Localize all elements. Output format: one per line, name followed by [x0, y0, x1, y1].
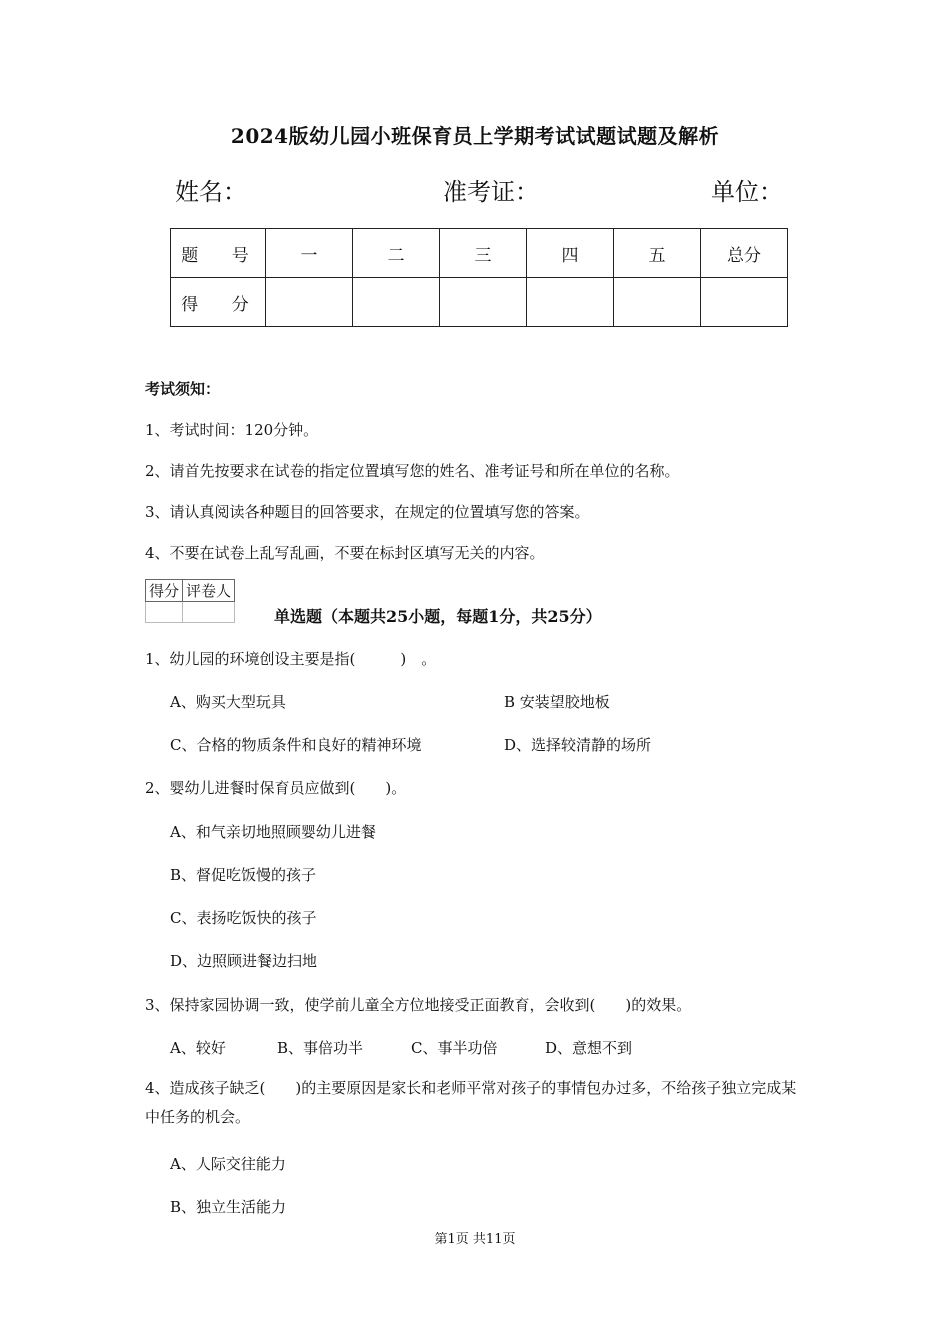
question-number-label: 题 号 — [171, 229, 266, 278]
notice-item: 3、请认真阅读各种题目的回答要求，在规定的位置填写您的答案。 — [145, 503, 590, 521]
option-b: B、事倍功半 — [277, 1039, 364, 1057]
score-table-score-row — [171, 278, 788, 327]
option-d: D、边照顾进餐边扫地 — [170, 952, 318, 970]
option-d: D、选择较清静的场所 — [504, 736, 652, 754]
question-stem: 2、婴幼儿进餐时保育员应做到( )。 — [145, 779, 407, 797]
option-b: B、督促吃饭慢的孩子 — [170, 866, 317, 884]
section-1-header: 一 — [266, 229, 353, 278]
section-title: 单选题（本题共25小题，每题1分，共25分） — [274, 607, 602, 626]
option-b: B 安装望胶地板 — [504, 693, 610, 711]
score-table-header-row — [171, 229, 788, 278]
total-score-cell[interactable] — [701, 278, 788, 327]
notice-heading: 考试须知： — [145, 380, 221, 398]
option-a: A、人际交往能力 — [170, 1155, 286, 1173]
score-cell[interactable] — [527, 278, 614, 327]
grader-box — [145, 579, 235, 623]
notice-item: 1、考试时间：120分钟。 — [145, 421, 319, 439]
option-c: C、事半功倍 — [411, 1039, 498, 1057]
unit-label: 单位： — [711, 178, 783, 206]
document-title: 2024版幼儿园小班保育员上学期考试试题试题及解析 — [230, 124, 720, 148]
option-d: D、意想不到 — [545, 1039, 633, 1057]
total-header: 总分 — [701, 229, 788, 278]
notice-item: 2、请首先按要求在试卷的指定位置填写您的姓名、准考证号和所在单位的名称。 — [145, 462, 680, 480]
notice-item: 4、不要在试卷上乱写乱画，不要在标封区填写无关的内容。 — [145, 544, 545, 562]
option-c: C、表扬吃饭快的孩子 — [170, 909, 317, 927]
section-2-header: 二 — [353, 229, 440, 278]
option-a: A、和气亲切地照顾婴幼儿进餐 — [170, 823, 376, 841]
score-cell[interactable] — [266, 278, 353, 327]
score-label: 得 分 — [171, 278, 266, 327]
score-cell[interactable] — [353, 278, 440, 327]
grader-score-label: 得分 — [146, 580, 183, 602]
score-cell[interactable] — [440, 278, 527, 327]
option-b: B、独立生活能力 — [170, 1198, 287, 1216]
question-stem: 1、幼儿园的环境创设主要是指( ) 。 — [145, 650, 437, 668]
section-4-header: 四 — [527, 229, 614, 278]
exam-id-label: 准考证： — [443, 178, 539, 206]
option-a: A、购买大型玩具 — [170, 693, 286, 711]
name-label: 姓名： — [175, 178, 247, 206]
grader-score-cell[interactable] — [146, 602, 183, 623]
section-3-header: 三 — [440, 229, 527, 278]
section-5-header: 五 — [614, 229, 701, 278]
page-footer: 第1页 共11页 — [434, 1232, 516, 1247]
score-cell[interactable] — [614, 278, 701, 327]
option-a: A、较好 — [170, 1039, 226, 1057]
score-table — [170, 228, 788, 327]
question-stem: 3、保持家园协调一致，使学前儿童全方位地接受正面教育，会收到( )的效果。 — [145, 996, 692, 1014]
question-stem: 4、造成孩子缺乏( )的主要原因是家长和老师平常对孩子的事情包办过多，不给孩子独立完成某中任务的机会。 — [145, 1079, 797, 1126]
option-c: C、合格的物质条件和良好的精神环境 — [170, 736, 422, 754]
grader-name-label: 评卷人 — [183, 580, 235, 602]
grader-name-cell[interactable] — [183, 602, 235, 623]
